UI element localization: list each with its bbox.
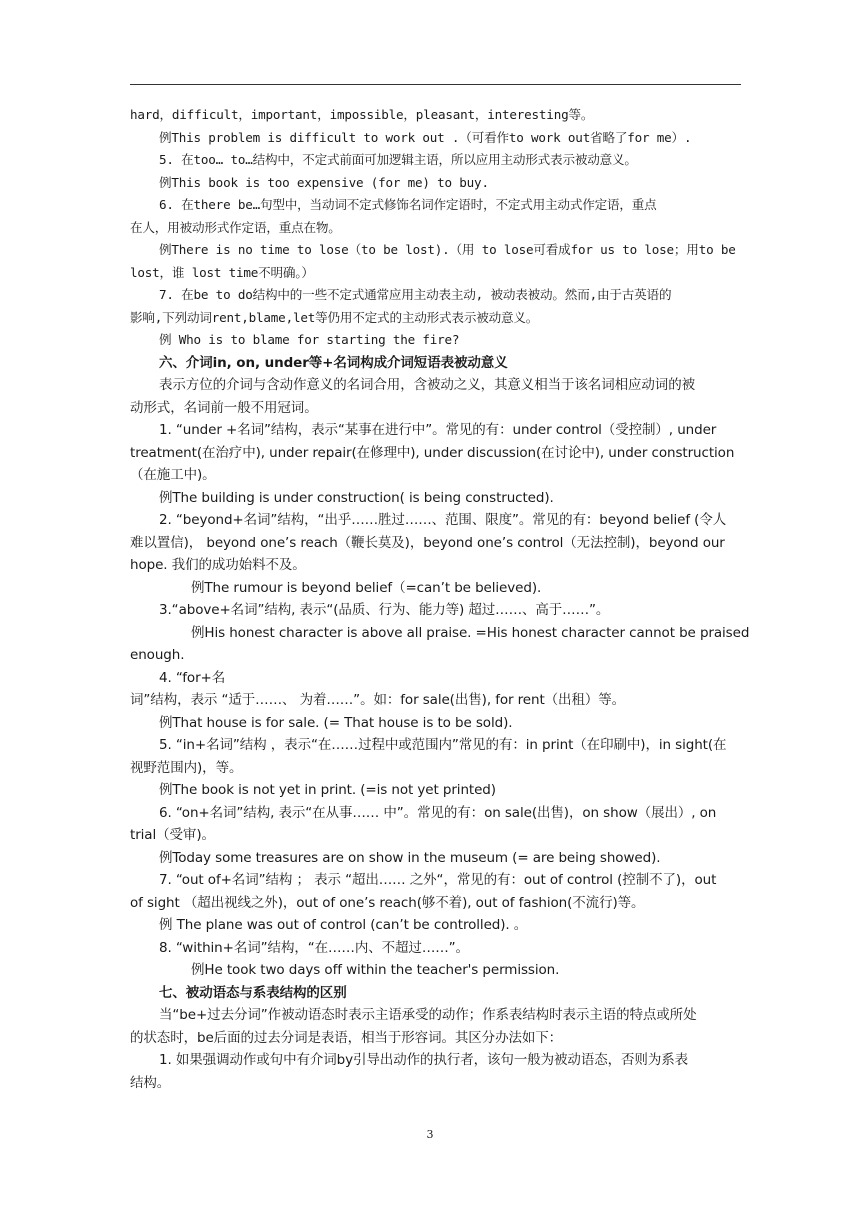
text-line: 例His honest character is above all praise. =His honest character cannot be praised <box>191 624 750 641</box>
text-line: 当“be+过去分词”作被动语态时表示主语承受的动作；作系表结构时表示主语的特点或所处 <box>159 1007 697 1023</box>
header-rule <box>130 84 741 85</box>
text-line: treatment(在治疗中), under repair(在修理中), under discussion(在讨论中), under construction <box>130 444 735 461</box>
text-line: （在施工中)。 <box>130 467 216 483</box>
text-line: 难以置信)， beyond one’s reach（鞭长莫及)，beyond one’s control（无法控制)，beyond our <box>130 534 725 551</box>
text-line: enough. <box>130 647 185 663</box>
text-line: 例This problem is difficult to work out .（可看作to work out省略了for me）. <box>159 129 692 145</box>
section-heading: 七、被动语态与系表结构的区别 <box>159 984 347 1001</box>
text-line: 7. 在be to do结构中的一些不定式通常应用主动表主动, 被动表被动。然而,由于古英语的 <box>159 287 672 302</box>
text-line: 例He took two days off within the teacher's permission. <box>191 962 560 978</box>
text-line: 7. “out of+名词”结构 ； 表示 “超出…… 之外“，常见的有：out of control (控制不了)，out <box>159 872 717 888</box>
text-line: 5. “in+名词”结构 ，表示“在……过程中或范围内”常见的有：in print（在印刷中)，in sight(在 <box>159 737 727 753</box>
text-line: 3.“above+名词”结构, 表示“(品质、行为、能力等) 超过……、高于……”。 <box>159 602 610 618</box>
text-line: 例Today some treasures are on show in the museum (= are being showed). <box>159 849 661 866</box>
text-line: 例The building is under construction( is being constructed). <box>159 489 554 506</box>
text-line: 例This book is too expensive (for me) to buy. <box>159 174 489 190</box>
text-line: 结构。 <box>130 1074 171 1091</box>
text-line: 例The rumour is beyond belief（=can’t be believed). <box>191 579 542 596</box>
text-line: lost，谁 lost time不明确。） <box>130 264 314 280</box>
text-line: 1. “under +名词”结构，表示“某事在进行中”。常见的有：under control（受控制）, under <box>159 422 717 438</box>
text-line: 影响,下列动词rent,blame,let等仍用不定式的主动形式表示被动意义。 <box>130 309 539 325</box>
text-line: trial（受审)。 <box>130 827 215 843</box>
text-line: 词”结构，表示 “适于……、 为着……”。如：for sale(出售), for rent（出租）等。 <box>130 692 626 708</box>
text-line: 8. “within+名词”结构，“在……内、不超过……”。 <box>159 939 469 956</box>
page-number: 3 <box>426 1128 434 1141</box>
text-line: hope. 我们的成功始料不及。 <box>130 557 306 573</box>
text-line: 6. 在there be…句型中，当动词不定式修饰名词作定语时，不定式用主动式作定语，重点 <box>159 197 657 212</box>
text-line: 例 The plane was out of control (can’t be controlled). 。 <box>159 917 528 933</box>
text-line: 例There is no time to lose（to be lost).（用 to lose可看成for us to lose；用to be <box>159 242 736 257</box>
text-line: 例That house is for sale. (= That house is to be sold). <box>159 714 513 731</box>
section-heading: 六、介词in, on, under等+名词构成介词短语表被动意义 <box>159 354 508 371</box>
text-line: 6. “on+名词”结构, 表示“在从事…… 中”。常见的有：on sale(出售)，on show（展出）, on <box>159 804 717 821</box>
text-line: 例 Who is to blame for starting the fire? <box>159 332 460 347</box>
text-line: 在人，用被动形式作定语，重点在物。 <box>130 219 341 235</box>
document-body <box>130 104 770 1094</box>
text-line: 动形式，名词前一般不用冠词。 <box>130 399 318 416</box>
text-line: 例The book is not yet in print. (=is not yet printed) <box>159 782 496 798</box>
text-line: 的状态时，be后面的过去分词是表语，相当于形容词。其区分办法如下： <box>130 1029 563 1046</box>
text-line: 视野范围内)，等。 <box>130 759 243 776</box>
text-line: 4. “for+名 <box>159 669 226 686</box>
text-line: hard，difficult，important，impossible，pleasant，interesting等。 <box>130 107 594 122</box>
text-line: of sight （超出视线之外)，out of one’s reach(够不着), out of fashion(不流行)等。 <box>130 894 645 911</box>
text-line: 2. “beyond+名词”结构，“出乎……胜过……、范围、限度”。常见的有：beyond belief (令人 <box>159 512 727 528</box>
text-line: 5. 在too… to…结构中，不定式前面可加逻辑主语，所以应用主动形式表示被动意义。 <box>159 152 637 167</box>
text-line: 1. 如果强调动作或句中有介词by引导出动作的执行者，该句一般为被动语态，否则为系表 <box>159 1052 689 1068</box>
text-line: 表示方位的介词与含动作意义的名词合用，含被动之义，其意义相当于该名词相应动词的被 <box>159 377 695 393</box>
